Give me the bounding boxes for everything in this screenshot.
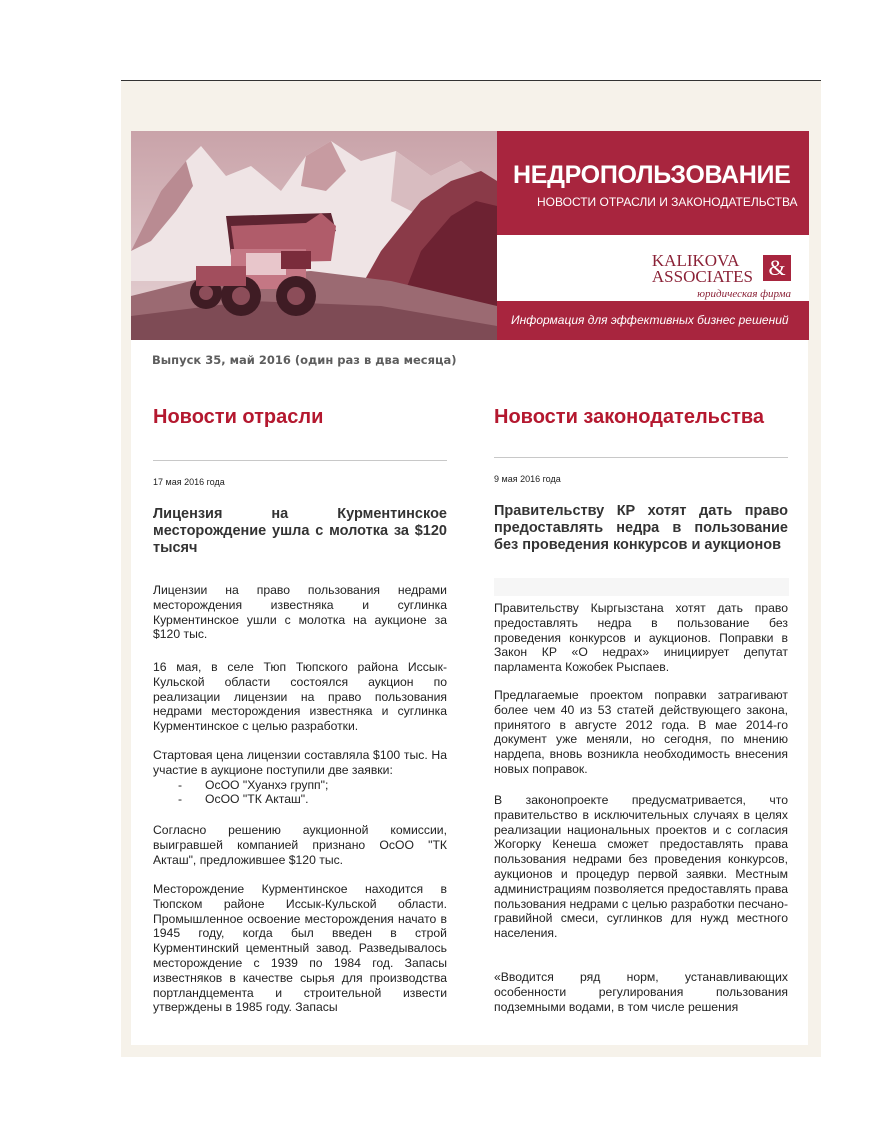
bullet-list bbox=[153, 778, 447, 808]
article-date: 17 мая 2016 года bbox=[153, 477, 225, 487]
article-headline: Лицензия на Курментинское месторождение ушла с молотка за $120 тысяч bbox=[153, 506, 447, 556]
article-paragraph: В законопроекте предусматривается, что правительство в исключительных случаях в целях реализации национальных проектов и с согласия Жогорку Кенеша сможет предоставлять права пользования недрами без проведения конкурсов, аукционов и процедур первой заявки. Местным администрациям позволяется предоставлять права пользования недрами с целью разработки песчано-гравийной смеси, суглинков для нужд местного населения. bbox=[494, 793, 788, 941]
headline-shade bbox=[494, 578, 789, 596]
logo-name: KALIKOVA ASSOCIATES bbox=[651, 251, 753, 286]
mining-truck-photo bbox=[131, 131, 497, 340]
banner-title: НЕДРОПОЛЬЗОВАНИЕ bbox=[513, 161, 791, 189]
section-title-legislation-news: Новости законодательства bbox=[494, 406, 765, 428]
bullet-marker: - bbox=[178, 792, 183, 807]
banner-title-panel bbox=[497, 131, 809, 235]
newsletter-banner bbox=[131, 131, 809, 340]
banner-subtitle: НОВОСТИ ОТРАСЛИ И ЗАКОНОДАТЕЛЬСТВА bbox=[537, 195, 798, 209]
list-item-text: ОсОО "ТК Акташ". bbox=[205, 792, 309, 807]
bullet-marker: - bbox=[178, 777, 183, 792]
article-paragraph: «Вводится ряд норм, устанавливающих особенности регулирования пользования подземными водами, в том числе решения bbox=[494, 970, 788, 1014]
article-paragraph bbox=[153, 748, 447, 807]
article-paragraph: 16 мая, в селе Тюп Тюпского района Иссык-Кульской области состоялся аукцион по реализации лицензии на право пользования недрами месторождения известняка и суглинка Курментинское с целью разработки. bbox=[153, 660, 447, 734]
article-date: 9 мая 2016 года bbox=[494, 474, 561, 484]
article-paragraph: Месторождение Курментинское находится в Тюпском районе Иссык-Кульской области. Промышленное освоение месторождения начато в 1945 году, когда был введен в строй Курментинский цементный завод. Разведывалось месторождение с 1939 по 1984 год. Запасы известняков в качестве сырья для производства портландцемента и строительной извести утверждены в 1985 году. Запасы bbox=[153, 882, 447, 1015]
article-paragraph-text: Стартовая цена лицензии составляла $100 тыс. На участие в аукционе поступили две заявки: bbox=[153, 748, 447, 777]
list-item-text: ОсОО "Хуанхэ групп"; bbox=[205, 777, 329, 792]
issue-line: Выпуск 35, май 2016 (один раз в два месяца) bbox=[152, 353, 457, 367]
logo-firm-label: юридическая фирма bbox=[697, 288, 791, 300]
logo-panel bbox=[497, 235, 809, 301]
banner-tagline: Информация для эффективных бизнес решений bbox=[511, 313, 789, 327]
article-paragraph: Правительству Кыргызстана хотят дать право предоставлять недра в пользование без проведения конкурсов и аукционов. Поправки в Закон КР «О недрах» инициирует депутат парламента Кожобек Рыспаев. bbox=[494, 601, 788, 675]
section-divider bbox=[494, 457, 788, 458]
section-divider bbox=[153, 460, 447, 461]
kalikova-associates-logo bbox=[635, 249, 795, 299]
article-paragraph: Лицензии на право пользования недрами месторождения известняка и суглинка Курментинское ушли с молотка на аукционе за $120 тыс. bbox=[153, 583, 447, 642]
tagline-panel bbox=[497, 301, 809, 340]
logo-ampersand: & bbox=[763, 255, 791, 281]
list-item bbox=[153, 792, 447, 807]
article-headline: Правительству КР хотят дать право предоставлять недра в пользование без проведения конкурсов и аукционов bbox=[494, 503, 788, 553]
article-paragraph: Предлагаемые проектом поправки затрагивают более чем 40 из 53 статей действующего закона, принятого в августе 2012 года. В мае 2014-го документ уже меняли, но сегодня, по мнению нардепа, вновь возникла необходимость внесения новых поправок. bbox=[494, 688, 788, 776]
list-item bbox=[153, 778, 447, 793]
mining-truck-illustration bbox=[131, 131, 497, 340]
section-title-industry-news: Новости отрасли bbox=[153, 406, 324, 428]
article-paragraph: Согласно решению аукционной комиссии, выигравшей компанией признано ОсОО "ТК Акташ", предложившее $120 тыс. bbox=[153, 823, 447, 867]
